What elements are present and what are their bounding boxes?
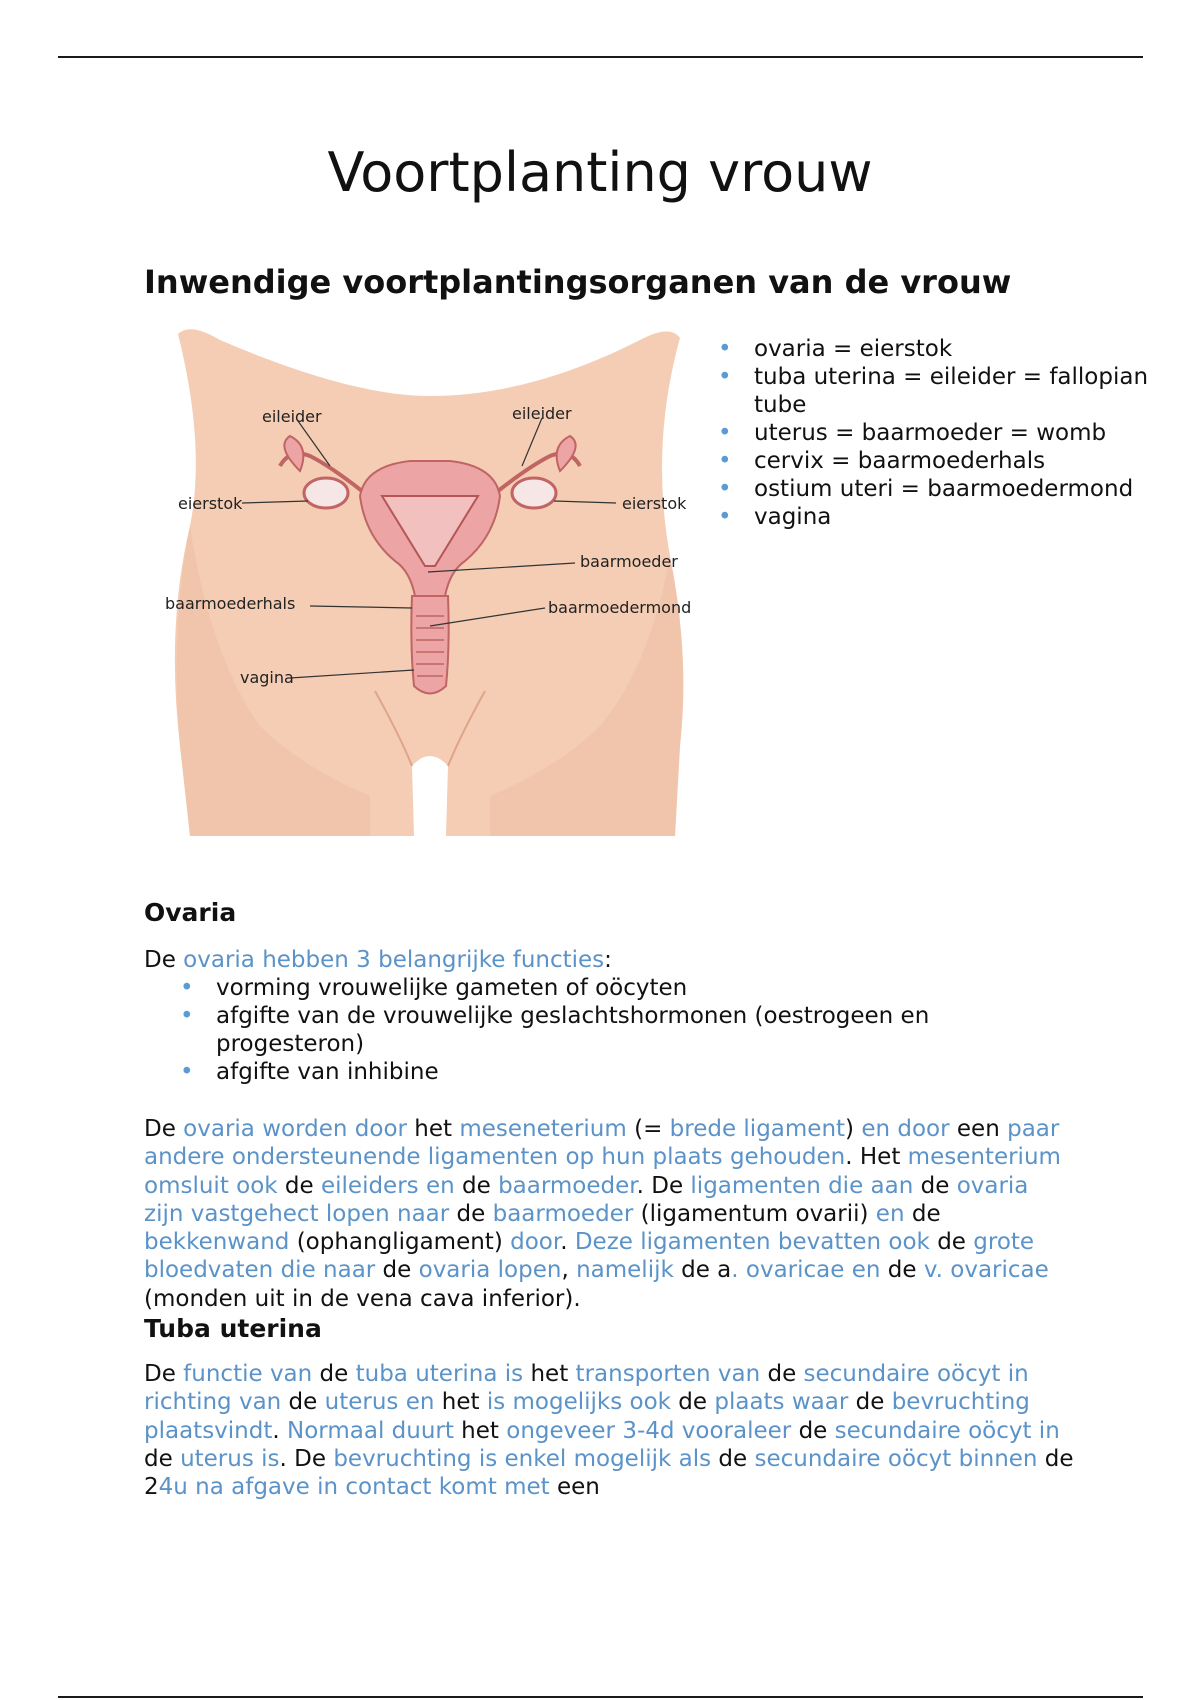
ovaria-paragraph bbox=[144, 1115, 1074, 1313]
highlighted-text: bevruchting plaatsvindt bbox=[144, 1389, 1030, 1444]
organ-list bbox=[718, 335, 1158, 531]
label-eileider-right: eileider bbox=[512, 404, 572, 423]
text-run: . bbox=[560, 1229, 575, 1256]
label-baarmoederhals: baarmoederhals bbox=[165, 594, 296, 613]
text-run: de a bbox=[673, 1257, 732, 1284]
highlighted-text: Normaal duurt bbox=[287, 1417, 454, 1444]
text-run: de bbox=[312, 1361, 356, 1387]
text-run: de bbox=[711, 1445, 755, 1472]
text-run: het bbox=[523, 1361, 576, 1387]
highlighted-text: plaats waar bbox=[714, 1389, 849, 1416]
highlighted-text: secundaire oöcyt in bbox=[834, 1417, 1060, 1444]
text-run: het bbox=[453, 1417, 507, 1444]
text-run bbox=[739, 1257, 746, 1283]
bottom-rule bbox=[58, 1696, 1143, 1698]
reproductive-organs-diagram bbox=[150, 326, 710, 836]
highlighted-text: baarmoeder bbox=[492, 1200, 634, 1227]
text-run: , bbox=[561, 1257, 577, 1284]
highlighted-text: en bbox=[875, 1200, 905, 1227]
text-run: (ligamentum ovarii) bbox=[633, 1200, 876, 1227]
label-baarmoedermond: baarmoedermond bbox=[548, 598, 692, 617]
heading-tuba-uterina: Tuba uterina bbox=[144, 1314, 322, 1343]
text-run: (monden uit in de vena cava inferior). bbox=[144, 1285, 581, 1312]
intro-highlight: ovaria hebben 3 belangrijke functies bbox=[183, 947, 605, 973]
text-run: de 2 bbox=[144, 1445, 1074, 1501]
highlighted-text: en door bbox=[861, 1116, 950, 1142]
text-run: de bbox=[670, 1389, 715, 1416]
text-run: de bbox=[929, 1229, 974, 1256]
intro-text: De bbox=[144, 947, 184, 973]
highlighted-text: baarmoeder bbox=[498, 1172, 637, 1199]
highlighted-text: bekkenwand bbox=[144, 1229, 290, 1256]
text-run: de bbox=[281, 1389, 325, 1416]
text-run: . bbox=[272, 1417, 288, 1444]
text-run: . De bbox=[279, 1445, 334, 1472]
highlighted-text: eileiders en bbox=[320, 1172, 455, 1199]
highlighted-text: ovaria lopen bbox=[418, 1257, 562, 1284]
highlighted-text: ovaria worden door bbox=[183, 1116, 407, 1142]
highlighted-text: meseneterium bbox=[459, 1116, 627, 1142]
top-rule bbox=[58, 56, 1143, 58]
text-run: ) bbox=[845, 1116, 862, 1142]
highlighted-text: tuba uterina is bbox=[355, 1361, 524, 1387]
text-run: de bbox=[791, 1417, 835, 1444]
ovaria-intro bbox=[144, 946, 612, 974]
text-run: De bbox=[144, 1361, 184, 1387]
highlighted-text: v. ovaricae bbox=[923, 1257, 1049, 1284]
text-run: de bbox=[144, 1445, 181, 1472]
list-item: • tuba uterina = eileider = fallopian tube bbox=[718, 363, 1158, 419]
label-vagina: vagina bbox=[240, 668, 294, 687]
highlighted-text: mesenterium omsluit ook bbox=[144, 1144, 1061, 1199]
page-title: Voortplanting vrouw bbox=[327, 141, 873, 204]
heading-ovaria: Ovaria bbox=[144, 898, 237, 927]
text-run: (= bbox=[626, 1116, 670, 1142]
intro-colon: : bbox=[604, 947, 612, 973]
highlighted-text: ovaricae en bbox=[745, 1257, 881, 1284]
text-run: de bbox=[454, 1172, 499, 1199]
list-item: • afgifte van inhibine bbox=[180, 1058, 1040, 1086]
highlighted-text: brede ligament bbox=[669, 1116, 846, 1142]
text-run: de bbox=[913, 1172, 957, 1199]
text-run: de bbox=[375, 1257, 419, 1284]
highlighted-text: 4u na afgave in contact komt met bbox=[158, 1474, 550, 1501]
leg-gap bbox=[412, 756, 448, 836]
highlighted-text: paar andere ondersteunende ligamenten op hun plaats gehouden bbox=[144, 1116, 1060, 1171]
text-run: de bbox=[760, 1361, 804, 1387]
text-run: het bbox=[406, 1116, 460, 1142]
highlighted-text: ovaria zijn vastgehect lopen naar bbox=[144, 1172, 1029, 1227]
list-item: • vorming vrouwelijke gameten of oöcyten bbox=[180, 974, 1040, 1002]
text-run: . De bbox=[636, 1172, 691, 1199]
highlighted-text: ligamenten die aan bbox=[690, 1172, 914, 1199]
text-run: de bbox=[904, 1200, 941, 1227]
ovaria-functions-list bbox=[180, 974, 1040, 1086]
tuba-paragraph bbox=[144, 1360, 1074, 1501]
label-eileider-left: eileider bbox=[262, 407, 322, 426]
highlighted-text: secundaire oöcyt binnen bbox=[754, 1445, 1038, 1472]
text-run: een bbox=[549, 1474, 600, 1501]
highlighted-text: ongeveer 3-4d vooraleer bbox=[506, 1417, 792, 1444]
text-run: de bbox=[277, 1172, 321, 1199]
highlighted-text: namelijk bbox=[576, 1257, 674, 1284]
highlighted-text: transporten van bbox=[575, 1361, 761, 1387]
label-baarmoeder: baarmoeder bbox=[580, 552, 678, 571]
text-run: . Het bbox=[845, 1144, 908, 1171]
highlighted-text: . bbox=[731, 1257, 739, 1284]
text-run: de bbox=[449, 1200, 493, 1227]
text-run: (ophangligament) bbox=[289, 1229, 511, 1256]
text-run: het bbox=[434, 1389, 487, 1416]
highlighted-text: secundaire oöcyt in richting van bbox=[144, 1361, 1029, 1416]
list-item: • uterus = baarmoeder = womb bbox=[718, 419, 1158, 447]
vagina-canal bbox=[411, 596, 448, 694]
ovary-left bbox=[304, 478, 348, 508]
list-item: • vagina bbox=[718, 503, 1158, 531]
section-title: Inwendige voortplantingsorganen van de vrouw bbox=[144, 263, 1012, 301]
text-run: de bbox=[880, 1257, 924, 1284]
list-item: • ovaria = eierstok bbox=[718, 335, 1158, 363]
highlighted-text: grote bloedvaten die naar bbox=[144, 1229, 1035, 1284]
text-run: De bbox=[144, 1116, 184, 1142]
list-item: • ostium uteri = baarmoedermond bbox=[718, 475, 1158, 503]
text-run: een bbox=[949, 1116, 1008, 1142]
highlighted-text: uterus is bbox=[180, 1445, 280, 1472]
text-run: de bbox=[848, 1389, 892, 1416]
list-item: • cervix = baarmoederhals bbox=[718, 447, 1158, 475]
ovary-right bbox=[512, 478, 556, 508]
highlighted-text: door bbox=[510, 1229, 561, 1256]
highlighted-text: is mogelijks ook bbox=[486, 1389, 671, 1416]
highlighted-text: Deze ligamenten bevatten ook bbox=[574, 1229, 930, 1256]
label-eierstok-left: eierstok bbox=[178, 494, 243, 513]
highlighted-text: uterus en bbox=[324, 1389, 435, 1416]
highlighted-text: bevruchting is enkel mogelijk als bbox=[333, 1445, 712, 1472]
list-item: • afgifte van de vrouwelijke geslachtshormonen (oestrogeen en progesteron) bbox=[180, 1002, 1040, 1058]
label-eierstok-right: eierstok bbox=[622, 494, 687, 513]
highlighted-text: functie van bbox=[183, 1361, 313, 1387]
